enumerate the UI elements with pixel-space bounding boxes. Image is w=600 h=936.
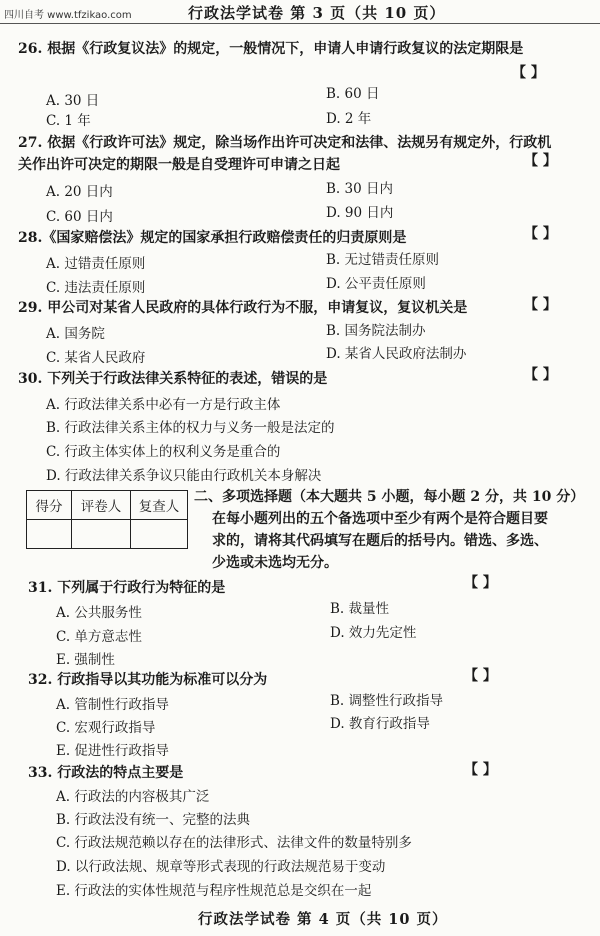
option-d: D. 公平责任原则 bbox=[326, 276, 426, 292]
page-header-title: 行政法学试卷 第 3 页（共 10 页） bbox=[188, 4, 446, 22]
option-a: A. 管制性行政指导 bbox=[56, 697, 169, 713]
option-b: B. 无过错责任原则 bbox=[326, 252, 440, 268]
option-c: C. 宏观行政指导 bbox=[56, 720, 156, 736]
answer-bracket: 【 】 bbox=[524, 153, 557, 169]
question-stem: 32. 行政指导以其功能为标准可以分为 bbox=[28, 672, 268, 688]
option-d: D. 教育行政指导 bbox=[330, 716, 430, 732]
answer-bracket: 【 】 bbox=[524, 367, 557, 383]
score-table bbox=[26, 490, 188, 549]
instruction-line: 求的，请将其代码填写在题后的括号内。错选、多选、 bbox=[212, 533, 548, 549]
option-a: A. 行政法的内容极其广泛 bbox=[56, 789, 210, 805]
option-e: E. 强制性 bbox=[56, 652, 115, 668]
option-c: C. 60 日内 bbox=[46, 209, 113, 225]
option-c: C. 单方意志性 bbox=[56, 629, 142, 645]
reviewer-cell bbox=[131, 520, 188, 549]
answer-bracket: 【 】 bbox=[464, 575, 497, 591]
answer-bracket: 【 】 bbox=[464, 668, 497, 684]
answer-bracket: 【 】 bbox=[524, 226, 557, 242]
option-c: C. 1 年 bbox=[46, 113, 91, 129]
grader-header: 评卷人 bbox=[72, 491, 131, 520]
option-a: A. 行政法律关系中必有一方是行政主体 bbox=[46, 397, 281, 413]
option-e: E. 促进性行政指导 bbox=[56, 743, 169, 759]
question-stem: 33. 行政法的特点主要是 bbox=[28, 765, 184, 781]
option-e: E. 行政法的实体性规范与程序性规范总是交织在一起 bbox=[56, 883, 372, 899]
header-divider bbox=[0, 23, 600, 24]
instruction-line: 在每小题列出的五个备选项中至少有两个是符合题目要 bbox=[212, 511, 548, 527]
score-header: 得分 bbox=[27, 491, 72, 520]
answer-bracket: 【 】 bbox=[524, 297, 557, 313]
site-watermark: 四川自考 www.tfzikao.com bbox=[4, 10, 132, 21]
section-heading: 二、多项选择题（本大题共 5 小题，每小题 2 分，共 10 分） bbox=[194, 489, 585, 505]
reviewer-header: 复查人 bbox=[131, 491, 188, 520]
option-b: B. 60 日 bbox=[326, 86, 380, 102]
option-a: A. 30 日 bbox=[46, 93, 100, 109]
option-a: A. 公共服务性 bbox=[56, 605, 142, 621]
answer-bracket: 【 】 bbox=[464, 762, 497, 778]
option-d: D. 90 日内 bbox=[326, 205, 394, 221]
option-b: B. 国务院法制办 bbox=[326, 323, 426, 339]
answer-bracket: 【 】 bbox=[512, 65, 545, 81]
question-stem-continued: 关作出许可决定的期限一般是自受理许可申请之日起 bbox=[18, 157, 340, 173]
option-d: D. 2 年 bbox=[326, 111, 372, 127]
grader-cell bbox=[72, 520, 131, 549]
option-a: A. 20 日内 bbox=[46, 184, 113, 200]
option-c: C. 行政法规范赖以存在的法律形式、法律文件的数量特别多 bbox=[56, 835, 412, 851]
option-a: A. 过错责任原则 bbox=[46, 256, 146, 272]
option-c: C. 某省人民政府 bbox=[46, 350, 146, 366]
option-d: D. 某省人民政府法制办 bbox=[326, 346, 467, 362]
option-b: B. 调整性行政指导 bbox=[330, 693, 444, 709]
option-b: B. 行政法没有统一、完整的法典 bbox=[56, 812, 251, 828]
question-stem: 26. 根据《行政复议法》的规定，一般情况下，申请人申请行政复议的法定期限是 bbox=[18, 41, 524, 57]
option-d: D. 行政法律关系争议只能由行政机关本身解决 bbox=[46, 468, 322, 484]
option-c: C. 行政主体实体上的权利义务是重合的 bbox=[46, 444, 281, 460]
question-stem: 27. 依据《行政许可法》规定，除当场作出许可决定和法律、法规另有规定外，行政机 bbox=[18, 135, 552, 151]
option-c: C. 违法责任原则 bbox=[46, 280, 146, 296]
option-b: B. 裁量性 bbox=[330, 601, 390, 617]
question-stem: 30. 下列关于行政法律关系特征的表述，错误的是 bbox=[18, 371, 328, 387]
option-d: D. 效力先定性 bbox=[330, 625, 417, 641]
question-stem: 31. 下列属于行政行为特征的是 bbox=[28, 580, 226, 596]
option-d: D. 以行政法规、规章等形式表现的行政法规范易于变动 bbox=[56, 859, 386, 875]
page-footer: 行政法学试卷 第 4 页（共 10 页） bbox=[198, 911, 448, 928]
question-stem: 28.《国家赔偿法》规定的国家承担行政赔偿责任的归责原则是 bbox=[18, 230, 407, 246]
score-cell bbox=[27, 520, 72, 549]
option-a: A. 国务院 bbox=[46, 326, 105, 342]
question-stem: 29. 甲公司对某省人民政府的具体行政行为不服，申请复议，复议机关是 bbox=[18, 300, 468, 316]
instruction-line: 少选或未选均无分。 bbox=[212, 555, 338, 571]
option-b: B. 30 日内 bbox=[326, 181, 393, 197]
option-b: B. 行政法律关系主体的权力与义务一般是法定的 bbox=[46, 420, 335, 436]
